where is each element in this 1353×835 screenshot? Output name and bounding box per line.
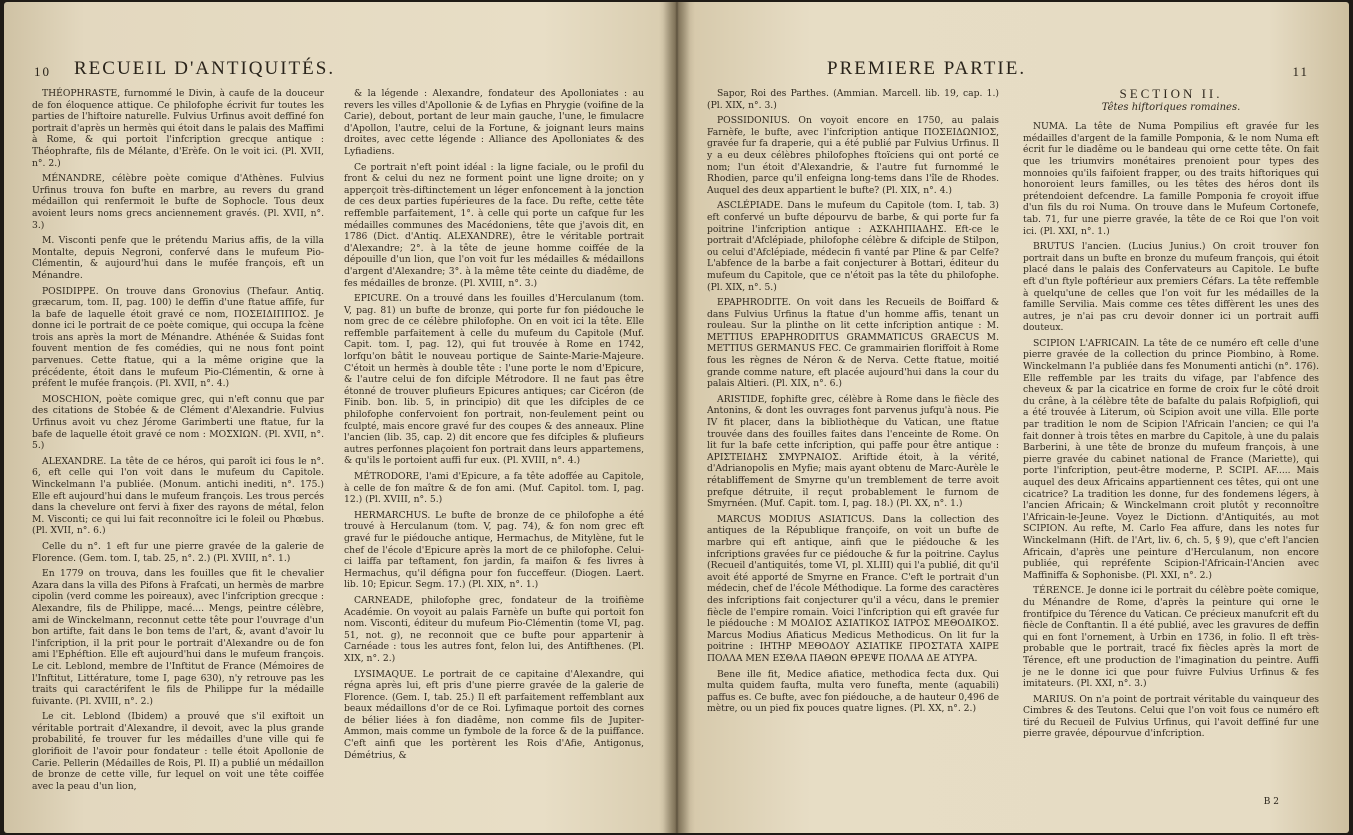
paragraph: THÉOPHRASTE, furnommé le Divin, à caufe de la douceur de fon éloquence attique. Ce philofophe écrivit fur toutes les parties de l'hiftoire naturelle. Fulvius Urfinus avoit deffiné fon portrait d'après un hermès qui étoit dans le palais des Maffimi à Rome, & qui portoit l'infcription grecque antique : Théophrafte, fils de Mélante, d'Erèfe. On le voit ici. (Pl. XVII, n°. 2.) bbox=[32, 88, 324, 169]
paragraph: NUMA. La tête de Numa Pompilius eft gravée fur les médailles d'argent de la famille Pomponia, & le nom Numa eft écrit fur le diadême ou le bandeau qui orne cette tête. On fait que les triumvirs monétaires prenoient pour types des monnoies qu'ils faifoient frapper, ou des traits hiftoriques qui honoroient leurs familles, ou les têtes des héros dont ils prétendoient defcendre. La famille Pomponia fe croyoit iffue d'un fils du roi Numa. On trouve dans le Mufeum Cortonefe, tab. 71, fur une pierre gravée, la tête de ce Roi que l'on voit ici. (Pl. XXI, n°. 1.) bbox=[1023, 121, 1319, 237]
paragraph: EPICURE. On a trouvé dans les fouilles d'Herculanum (tom. V, pag. 81) un bufte de bronze, qui porte fur fon piédouche le nom grec de ce célèbre philofophe. On en voit ici la tête. Elle reffemble parfaitement à celle du mufeum du Capitole (Muf. Capit. tom. I, pag. 12), qui fut trouvée à Rome en 1742, lorfqu'on bâtit le nouveau portique de Sainte-Marie-Majeure. C'étoit un hermès à double tête : l'une porte le nom d'Epicure, & l'autre celui de fon difciple Métrodore. Il ne faut pas être étonné de trouver plufieurs Epicures antiques; car Cicéron (de Finib. bon. lib. 5, in principio) dit que les difciples de ce philofophe confervoient fon portrait, non-feulement peint ou fculpté, mais encore gravé fur des coupes & des anneaux. Pline l'ancien (lib. 35, cap. 2) dit encore que fes difciples & plufieurs autres perfonnes plaçoient fon portrait dans leurs appartemens, & qu'ils le portoient auffi fur eux. (Pl. XVIII, n°. 4.) bbox=[344, 293, 644, 467]
paragraph: Ce portrait n'eft point idéal : la ligne faciale, ou le profil du front & celui du nez ne forment point une ligne droite; on y apperçoit très-diftinctement un léger enfoncement à la jonction de ces deux parties fupérieures de la face. Du refte, cette tête reffemble parfaitement, 1°. à celle qui porte un cafque fur les médailles communes des Macédoniens, tête que j'avois dit, en 1786 (Dict. d'Antiq. ALEXANDRE), être le véritable portrait d'Alexandre; 2°. à la tête de jeune homme coiffée de la dépouille d'un lion, que l'on voit fur les médailles & médaillons d'argent d'Alexandre; 3°. à la même tête ceinte du diadême, de fes médailles de bronze. (Pl. XVIII, n°. 3.) bbox=[344, 161, 644, 289]
paragraph: Bene ille fit, Medice afiatice, methodica fecta dux. Qui multa quidem faufta, multa vero funefta, mente (aquabili) paffus es. Ce bufte, avec fon piédouche, a de hauteur 0,496 de mètre, ou un pied fix pouces quatre lignes. (Pl. XX, n°. 2.) bbox=[707, 668, 999, 715]
right-page bbox=[677, 2, 1349, 833]
paragraph: & la légende : Alexandre, fondateur des Apolloniates : au revers les villes d'Apollonie & de Lyfias en Phrygie (voifine de la Carie), debout, portant de leur main gauche, l'une, le fimulacre d'Apollon, l'autre, celui de la Fortune, & joignant leurs mains droites, avec cette légende : Alliance des Apolloniates & des Lyfiadiens. bbox=[344, 88, 644, 157]
right-header-title: PREMIERE PARTIE. bbox=[827, 58, 1027, 79]
right-column-1 bbox=[707, 88, 999, 719]
paragraph: M. Visconti penfe que le prétendu Marius affis, de la villa Montalte, depuis Negroni, confervé dans le mufeum Pio-Clémentin, & aujourd'hui dans le mufée françois, eft un Ménandre. bbox=[32, 235, 324, 281]
paragraph: Sapor, Roi des Parthes. (Ammian. Marcell. lib. 19, cap. 1.) (Pl. XIX, n°. 3.) bbox=[707, 88, 999, 111]
left-page bbox=[4, 2, 676, 833]
paragraph: MOSCHION, poète comique grec, qui n'eft connu que par des citations de Stobée & de Clément d'Alexandrie. Fulvius Urfinus avoit vu chez Jérome Garimberti une ftatue, fur la bafe de laquelle étoit gravé ce nom : ΜΟΣΧΙΩΝ. (Pl. XVII, n°. 5.) bbox=[32, 393, 324, 452]
left-page-number: 10 bbox=[34, 64, 51, 79]
signature-mark: B 2 bbox=[1263, 797, 1279, 807]
right-running-head bbox=[707, 58, 1319, 84]
paragraph: SCIPION L'AFRICAIN. La tête de ce numéro eft celle d'une pierre gravée de la collection du prince Piombino, à Rome. Winckelmann l'a publiée dans fes Monumenti antichi (n°. 176). Elle reffemble par les traits du vifage, par l'abfence des cheveux & par la cicatrice en forme de croix fur le côté droit du crâne, à la célèbre tête de bafalte du palais Rofpigliofi, qui a été trouvée à Literum, où Scipion avoit une villa. Elle porte par tradition le nom de Scipion l'Africain l'ancien; ce qui l'a fait donner à trois têtes en marbre du Capitole, à une du palais Barberini, à une tête de bronze du mufeum françois, à une pierre gravée du cabinet national de France (Mariette), qui porte l'infcription, peut-être moderne, P. SCIPI. AF..... Mais auquel des deux Africains appartiennent ces têtes, qui ont une cicatrice? La tradition les donne, fur des fondemens légers, à l'ancien Africain; & Winckelmann croit plutôt y reconnoître l'Africain-le-Jeune. Voyez le Dictionn. d'Antiquités, au mot SCIPION. Au refte, M. Carlo Fea affure, dans les notes fur Winckelmann (Hift. de l'Art, liv. 6, ch. 5, § 9), que c'eft l'ancien Africain, d'après une peinture d'Herculanum, non encore publiée, qui repréfente Scipion-l'Africain-l'Ancien avec Maffiniffa & Sophonisbe. (Pl. XXI, n°. 2.) bbox=[1023, 337, 1319, 581]
right-column-2 bbox=[1023, 88, 1319, 744]
left-column-2 bbox=[344, 88, 644, 765]
paragraph: POSSIDONIUS. On voyoit encore en 1750, au palais Farnèfe, le bufte, avec l'infcription antique ΠΟΣΕΙΔΩΝΙΟΣ, gravée fur fa draperie, qui a été publié par Fulvius Urfinus. Il y a eu deux célèbres philofophes ftoïciens qui ont porté ce nom; l'un étoit d'Alexandrie, & l'autre fut furnommé le Rhodien, parce qu'il enfeigna long-tems dans l'île de Rhodes. Auquel des deux appartient le bufte? (Pl. XIX, n°. 4.) bbox=[707, 115, 999, 196]
paragraph: MARIUS. On n'a point de portrait véritable du vainqueur des Cimbres & des Teutons. Celui que l'on voit fous ce numéro eft tiré du Recueil de Fulvius Urfinus, qui l'avoit deffiné fur une pierre gravée, dépourvue d'infcription. bbox=[1023, 693, 1319, 740]
paragraph: En 1779 on trouva, dans les fouilles que fit le chevalier Azara dans la villa des Pifons à Frafcati, un hermès de marbre cipolin (verd comme les poireaux), avec l'infcription grecque : Alexandre, fils de Philippe, macé.... Mengs, peintre célèbre, ami de Winckelmann, reconnut cette tête pour l'ouvrage d'un bon artifte, fait dans le bon tems de l'art, &, avant d'avoir lu l'infcription, il la prit pour le portrait d'Alexandre ou de fon ami l'Ephéftion. Elle eft aujourd'hui dans le mufeum françois. Le cit. Leblond, membre de l'Inftitut de France (Mémoires de l'Inftitut, Littérature, tome I, page 630), n'y retrouve pas les traits qui caractérifent le fils de Philippe fur la médaille fuivante. (Pl. XVIII, n°. 2.) bbox=[32, 568, 324, 707]
paragraph: CARNEADE, philofophe grec, fondateur de la troifième Académie. On voyoit au palais Farnèfe un bufte qui portoit fon nom. Visconti, éditeur du mufeum Pio-Clémentin (tome VI, pag. 51, not. g), ne reconnoit que ce bufte pour appartenir à Carnéade : tous les autres font, felon lui, des Antifthenes. (Pl. XIX, n°. 2.) bbox=[344, 594, 644, 664]
paragraph: MÉNANDRE, célèbre poète comique d'Athènes. Fulvius Urfinus trouva fon bufte en marbre, au revers du grand médaillon qui renfermoit le bufte de Sophocle. Tous deux avoient leurs noms grecs anciennement gravés. (Pl. XVII, n°. 3.) bbox=[32, 173, 324, 231]
right-page-number: 11 bbox=[1292, 64, 1309, 79]
paragraph: BRUTUS l'ancien. (Lucius Junius.) On croit trouver fon portrait dans un bufte en bronze du mufeum françois, qui étoit placé dans le palais des Confervateurs au Capitole. Le bufte eft d'un ftyle poftérieur aux premiers Céfars. La tête reffemble à quelqu'une de celles que l'on voit fur les médailles de la famille Servilia. Mais comme ces têtes diffèrent les unes des autres, je n'ai pas cru devoir donner ici un portrait auffi douteux. bbox=[1023, 241, 1319, 334]
left-running-head bbox=[34, 58, 646, 84]
paragraph: HERMARCHUS. Le bufte de bronze de ce philofophe a été trouvé à Herculanum (tom. V, pag. 74), & fon nom grec eft gravé fur le piédouche antique, Hermachus, de Mitylène, fut le chef de l'école d'Epicure après la mort de ce philofophe. Celui-ci laiffa par teftament, fon jardin, fa maifon & fes livres à Hermachus, qu'il défigna pour fon fucceffeur. (Diogen. Laert. lib. 10; Epicur. Segm. 17.) (Pl. XIX, n°. 1.) bbox=[344, 509, 644, 591]
section-title: SECTION II. bbox=[1119, 86, 1223, 101]
paragraph: ARISTIDE, fophifte grec, célèbre à Rome dans le fiècle des Antonins, & dont les ouvrages font parvenus jufqu'à nous. Pie IV fit placer, dans la bibliothèque du Vatican, une ftatue trouvée dans des fouilles faites dans l'enceinte de Rome. On lit fur la bafe cette infcription, qui paffe pour être antique : ΑΡΙΣΤΕΙΔΗΣ ΣΜΥΡΝΑΙΟΣ. Ariftide étoit, à la vérité, d'Adrianopolis en Myfie; mais ayant obtenu de Marc-Aurèle le rétabliffement de Smyrne qu'un tremblement de terre avoit prefque détruite, il reçut probablement le furnom de Smyrnéen. (Muf. Capit. tom. I, pag. 18.) (Pl. XX, n°. 1.) bbox=[707, 393, 999, 510]
paragraph: ASCLÉPIADE. Dans le mufeum du Capitole (tom. I, tab. 3) eft confervé un bufte dépourvu de barbe, & qui porte fur fa poitrine l'infcription antique : ΑΣΚΛΗΠΙΑΔΗΣ. Eft-ce le portrait d'Afclépiade, philofophe célèbre & difciple de Stilpon, ou celui d'Afclépiade, médecin fi vanté par Pline & par Celfe? L'abfence de la barbe a fait conjecturer à Bottari, éditeur du mufeum du Capitole, que ce n'étoit pas la tête du philofophe. (Pl. XIX, n°. 5.) bbox=[707, 200, 999, 293]
paragraph: LYSIMAQUE. Le portrait de ce capitaine d'Alexandre, qui régna après lui, eft pris d'une pierre gravée de la galerie de Florence. (Gem. I, tab. 25.) Il eft parfaitement reffemblant aux beaux médaillons d'or de ce Roi. Lyfimaque portoit des cornes de bélier liées à fon diadême, non comme fils de Jupiter-Ammon, mais comme un fymbole de la force & de la puiffance. C'eft ainfi que les portèrent les Rois d'Afie, Antigonus, Démétrius, & bbox=[344, 668, 644, 761]
paragraph: POSIDIPPE. On trouve dans Gronovius (Thefaur. Antiq. græcarum, tom. II, pag. 100) le deffin d'une ftatue affife, fur la bafe de laquelle étoit gravé ce nom, ΠΟΣΕΙΔΙΠΠΟΣ. Je donne ici le portrait de ce poète comique, qui occupa la fcène trois ans après la mort de Ménandre. Athénée & Suidas font fouvent mention de fes comédies, qui ne nous font point parvenues. Cette ftatue, qui a la même origine que la précédente, étoit dans le mufeum Pio-Clémentin, & orne à préfent le mufée françois. (Pl. XVII, n°. 4.) bbox=[32, 285, 324, 390]
paragraph: Celle du n°. 1 eft fur une pierre gravée de la galerie de Florence. (Gem. tom. I, tab. 25, n°. 2.) (Pl. XVIII, n°. 1.) bbox=[32, 540, 324, 564]
open-book bbox=[4, 2, 1349, 833]
paragraph: MÉTRODORE, l'ami d'Epicure, a fa tête adoffée au Capitole, à celle de fon maître & de fon ami. (Muf. Capitol. tom. I, pag. 12.) (Pl. XVIII, n°. 5.) bbox=[344, 471, 644, 506]
paragraph: TÉRENCE. Je donne ici le portrait du célèbre poète comique, du Ménandre de Rome, d'après la peinture qui orne le frontifpice du Térence du Vatican. Ce précieux manufcrit eft du fiècle de Conftantin. Il a été publié, avec les gravures de deffin qui en font l'ornement, à Urbin en 1736, in folio. Il eft très-probable que le portrait, tracé fix fiècles après la mort de Térence, eft une production de l'imagination du peintre. Auffi je ne le donne ici que pour fuivre Fulvius Urfinus & fes imitateurs. (Pl. XXI, n°. 3.) bbox=[1023, 585, 1319, 690]
paragraph: Le cit. Leblond (Ibidem) a prouvé que s'il exiftoit un véritable portrait d'Alexandre, il devoit, avec la plus grande probabilité, fe trouver fur les médailles d'une ville qui fe glorifioit de l'avoir pour fondateur : telle étoit Apollonie de Carie. Pellerin (Médailles de Rois, Pl. II) a publié un médaillon de bronze de cette ville, fur lequel on voit une tête coiffée avec la peau d'un lion, bbox=[32, 711, 324, 792]
paragraph: ALEXANDRE. La tête de ce héros, qui paroît ici fous le n°. 6, eft celle qui l'on voit dans le mufeum du Capitole. Winckelmann l'a publiée. (Monum. antichi inediti, n°. 175.) Elle eft aujourd'hui dans le mufeum françois. Les trous percés dans la chevelure ont fervi à fixer des rayons de métal, felon M. Visconti; ce qui lui fait reconnoître ici le foleil ou Phœbus. (Pl. XVII, n°. 6.) bbox=[32, 455, 324, 537]
paragraph: MARCUS MODIUS ASIATICUS. Dans la collection des antiques de la République françoife, on voit un bufte de marbre qui eft antique, ainfi que le piédouche & les infcriptions gravées fur ce piédouche & fur la poitrine. Caylus (Recueil d'antiquités, tome VI, pl. XLIII) qui l'a publié, dit qu'il avoit été apporté de Smyrne en France. C'eft le portrait d'un médecin, chef de l'école Méthodique. La forme des caractères des infcriptions fait conjecturer qu'il a vécu, dans le premier fiècle de l'empire romain. Voici l'infcription qui eft gravée fur le piédouche : Μ ΜΟΔΙΟΣ ΑΣΙΑΤΙΚΟΣ ΙΑΤΡΟΣ ΜΕΘΟΔΙΚΟΣ. Marcus Modius Afiaticus Medicus Methodicus. On lit fur la poitrine : ΙΗΤΗΡ ΜΕΘΟΔΟΥ ΑΣΙΑΤΙΚΕ ΠΡΟΣΤΑΤΑ ΧΑΙΡΕ ΠΟΛΛΑ ΜΕΝ ΕΣΘΛΑ ΠΑΘΩΝ ΘΡΕΨΕ ΠΟΛΛΑ ΔΕ ΑΤΥΡΑ. bbox=[707, 513, 999, 664]
left-header-title: RECUEIL D'ANTIQUITÉS. bbox=[74, 58, 336, 79]
left-column-1 bbox=[32, 88, 324, 796]
section-subtitle: Têtes hiftoriques romaines. bbox=[1101, 101, 1241, 113]
paragraph: EPAPHRODITE. On voit dans les Recueils de Boiffard & dans Fulvius Urfinus la ftatue d'un homme affis, tenant un rouleau. Sur la plinthe on lit cette infcription antique : M. METTIUS EPAPHRODITUS GRAMMATICUS GRAECUS M. METTIUS GERMANUS FEC. Ce grammairien floriffoit à Rome fous les règnes de Néron & de Nerva. Cette ftatue, moitié grande comme nature, eft placée aujourd'hui dans la cour du palais Altieri. (Pl. XIX, n°. 6.) bbox=[707, 297, 999, 390]
